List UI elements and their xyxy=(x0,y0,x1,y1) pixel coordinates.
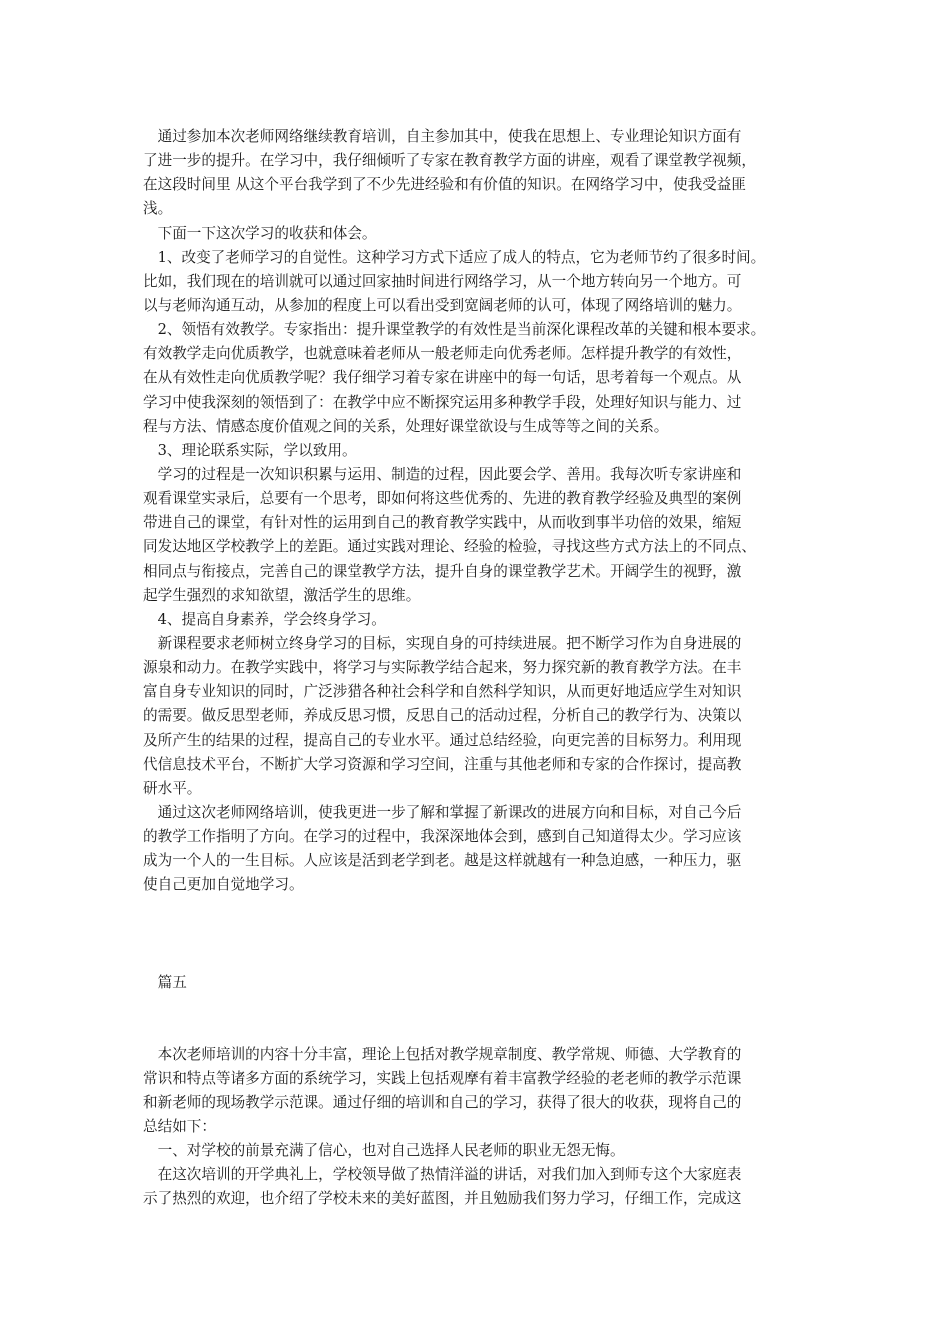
text-line: 通过这次老师网络培训，使我更进一步了解和掌握了新课改的进展方向和目标，对自己今后 xyxy=(143,803,742,821)
section-spacer xyxy=(143,898,809,971)
text-line: 浅。 xyxy=(143,200,173,218)
essay-section-five xyxy=(143,1043,809,1212)
text-line: 比如，我们现在的培训就可以通过回家抽时间进行网络学习，从一个地方转向另一个地方。可 xyxy=(143,272,742,290)
text-line: 使自己更加自觉地学习。 xyxy=(143,876,304,894)
text-line: 常识和特点等诸多方面的系统学习，实践上包括观摩有着丰富教学经验的老老师的教学示范课 xyxy=(143,1069,742,1087)
text-line: 有效教学走向优质教学，也就意味着老师从一般老师走向优秀老师。怎样提升教学的有效性， xyxy=(143,345,742,363)
text-line: 在从有效性走向优质教学呢？我仔细学习着专家在讲座中的每一句话，思考着每一个观点。从 xyxy=(143,369,742,387)
section-spacer xyxy=(143,995,809,1043)
text-line: 总结如下： xyxy=(143,1118,216,1136)
text-line: 3、理论联系实际，学以致用。 xyxy=(143,441,357,459)
text-line: 及所产生的结果的过程，提高自己的专业水平。通过总结经验，向更完善的目标努力。利用现 xyxy=(143,731,742,749)
text-line: 程与方法、情感态度价值观之间的关系，处理好课堂欲设与生成等等之间的关系。 xyxy=(143,417,669,435)
text-line: 观看课堂实录后，总要有一个思考，即如何将这些优秀的、先进的教育教学经验及典型的案例 xyxy=(143,490,742,508)
text-line: 学习中使我深刻的领悟到了：在教学中应不断探究运用多种教学手段，处理好知识与能力、过 xyxy=(143,393,742,411)
text-line: 起学生强烈的求知欲望，激活学生的思维。 xyxy=(143,586,421,604)
text-line: 4、提高自身素养，学会终身学习。 xyxy=(143,610,386,628)
text-line: 了进一步的提升。在学习中，我仔细倾听了专家在教育教学方面的讲座，观看了课堂教学视频， xyxy=(143,152,756,170)
text-line: 2、领悟有效教学。专家指出：提升课堂教学的有效性是当前深化课程改革的关键和根本要求。 xyxy=(143,321,766,339)
essay-section-four xyxy=(143,125,809,898)
text-line: 学习的过程是一次知识积累与运用、制造的过程，因此要会学、善用。我每次听专家讲座和 xyxy=(143,465,742,483)
text-line: 在这段时间里 从这个平台我学到了不少先进经验和有价值的知识。在网络学习中，使我受益匪 xyxy=(143,176,746,194)
text-line: 本次老师培训的内容十分丰富，理论上包括对教学规章制度、教学常规、师德、大学教育的 xyxy=(143,1045,742,1063)
text-line: 新课程要求老师树立终身学习的目标，实现自身的可持续进展。把不断学习作为自身进展的 xyxy=(143,634,742,652)
text-line: 研水平。 xyxy=(143,779,202,797)
text-line: 代信息技术平台，不断扩大学习资源和学习空间，注重与其他老师和专家的合作探讨，提高教 xyxy=(143,755,742,773)
text-line: 相同点与衔接点，完善自己的课堂教学方法，提升自身的课堂教学艺术。开阔学生的视野，激 xyxy=(143,562,742,580)
text-line: 的需要。做反思型老师，养成反思习惯，反思自己的活动过程，分析自己的教学行为、决策以 xyxy=(143,707,742,725)
document-page xyxy=(143,125,809,1212)
text-line: 成为一个人的一生目标。人应该是活到老学到老。越是这样就越有一种急迫感，一种压力，驱 xyxy=(143,852,742,870)
text-line: 通过参加本次老师网络继续教育培训，自主参加其中，使我在思想上、专业理论知识方面有 xyxy=(143,128,742,145)
section-heading: 篇五 xyxy=(143,973,187,991)
text-line: 的教学工作指明了方向。在学习的过程中，我深深地体会到，感到自己知道得太少。学习应该 xyxy=(143,828,742,846)
text-line: 和新老师的现场教学示范课。通过仔细的培训和自己的学习，获得了很大的收获，现将自己的 xyxy=(143,1093,742,1111)
text-line: 源泉和动力。在教学实践中，将学习与实际教学结合起来，努力探究新的教育教学方法。在丰 xyxy=(143,659,742,677)
text-line: 同发达地区学校教学上的差距。通过实践对理论、经验的检验，寻找这些方式方法上的不同点、 xyxy=(143,538,756,556)
text-line: 下面一下这次学习的收获和体会。 xyxy=(143,224,377,242)
text-line: 一、对学校的前景充满了信心，也对自己选择人民老师的职业无怨无悔。 xyxy=(143,1142,625,1160)
text-line: 以与老师沟通互动，从参加的程度上可以看出受到宽阔老师的认可，体现了网络培训的魅力。 xyxy=(143,296,742,314)
text-line: 富自身专业知识的同时，广泛涉猎各种社会科学和自然科学知识，从而更好地适应学生对知识 xyxy=(143,683,742,701)
text-line: 1、改变了老师学习的自觉性。这种学习方式下适应了成人的特点，它为老师节约了很多时间。 xyxy=(143,248,766,266)
text-line: 带进自己的课堂，有针对性的运用到自己的教育教学实践中，从而收到事半功倍的效果，缩短 xyxy=(143,514,742,532)
text-line: 在这次培训的开学典礼上，学校领导做了热情洋溢的讲话，对我们加入到师专这个大家庭表 xyxy=(143,1166,742,1184)
text-line: 示了热烈的欢迎，也介绍了学校未来的美好蓝图，并且勉励我们努力学习，仔细工作，完成这 xyxy=(143,1190,742,1208)
